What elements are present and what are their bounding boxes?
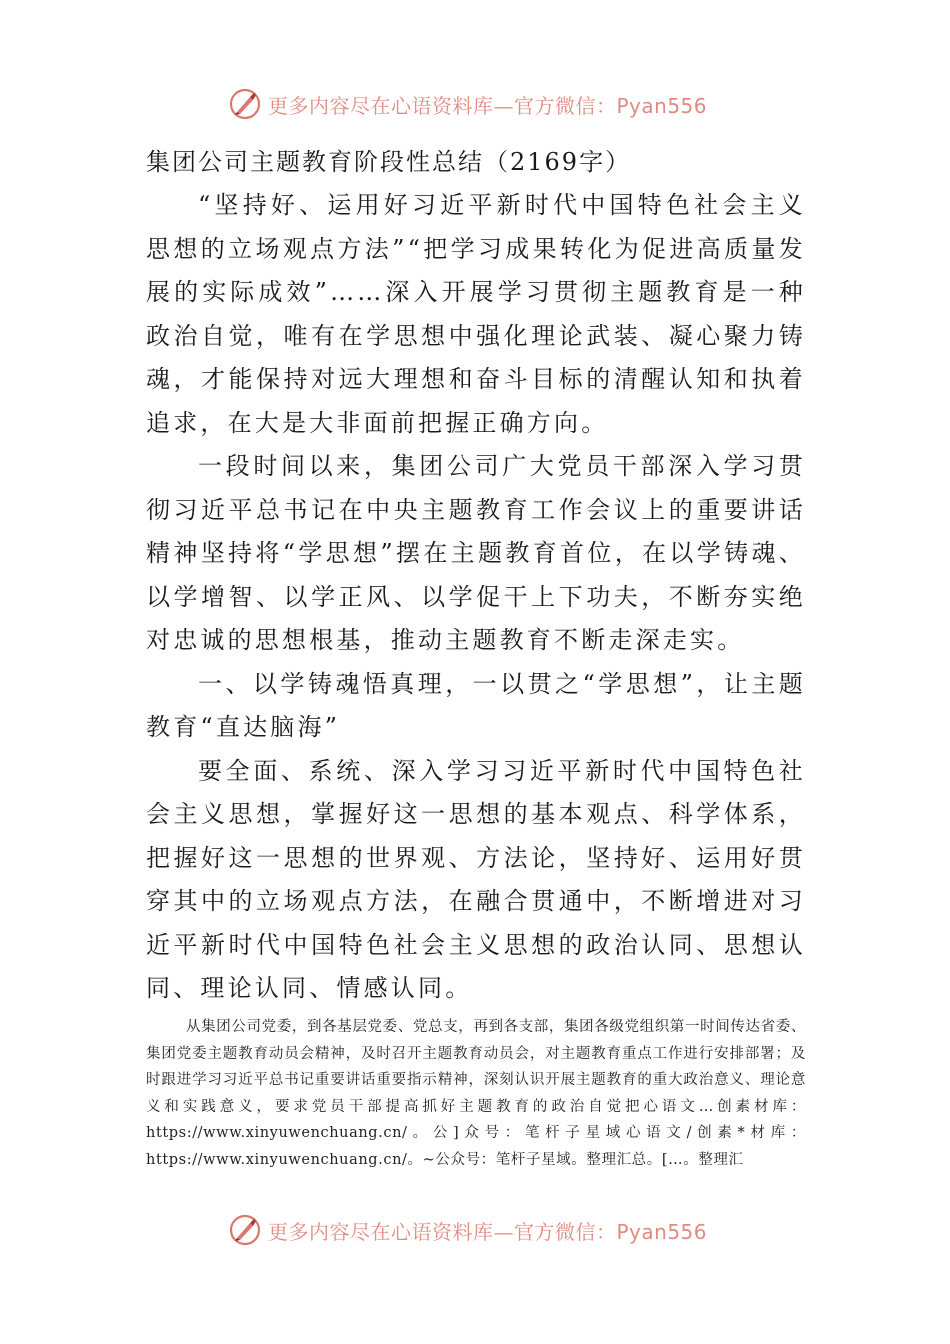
section-heading-1: 一、以学铸魂悟真理，一以贯之“学思想”，让主题教育“直达脑海” — [146, 669, 806, 741]
header-watermark-cn: 更多内容尽在心语资料库—官方微信： — [268, 93, 617, 118]
footer-watermark-banner — [228, 1210, 748, 1250]
footer-watermark-text — [268, 1216, 707, 1245]
paragraph-3: 要全面、系统、深入学习习近平新时代中国特色社会主义思想，掌握好这一思想的基本观点、科学体系，把握好这一思想的世界观、方法论，坚持好、运用好贯穿其中的立场观点方法，在融合贯通中，不断增进对习近平新时代中国特色社会主义思想的政治认同、思想认同、理论认同、情感认同。 — [146, 756, 806, 1002]
document-body — [146, 140, 806, 1011]
paragraph-1: “坚持好、运用好习近平新时代中国特色社会主义思想的立场观点方法”“把学习成果转化为促进高质量发展的实际成效”……深入开展学习贯彻主题教育是一种政治自觉，唯有在学思想中强化理论武装、凝心聚力铸魂，才能保持对远大理想和奋斗目标的清醒认知和执着追求，在大是大非面前把握正确方向。 — [146, 191, 806, 437]
paragraph-2: 一段时间以来，集团公司广大党员干部深入学习贯彻习近平总书记在中央主题教育工作会议上的重要讲话精神坚持将“学思想”摆在主题教育首位，在以学铸魂、以学增智、以学正风、以学促干上下功夫，不断夯实绝对忠诚的思想根基，推动主题教育不断走深走实。 — [146, 452, 806, 654]
pen-logo-icon — [228, 1213, 262, 1247]
pen-logo-icon — [228, 87, 262, 121]
small-print-paragraph: 从集团公司党委，到各基层党委、党总支，再到各支部，集团各级党组织第一时间传达省委、集团党委主题教育动员会精神，及时召开主题教育动员会，对主题教育重点工作进行安排部署；及时跟进学习习近平总书记重要讲话重要指示精神，深刻认识开展主题教育的重大政治意义、理论意义和实践意义，要求党员干部提高抓好主题教育的政治自觉把心语文…创素材库：https://www.xinyuwenchuang.cn/。公]众号：笔杆子星域心语文/创素*材库：https://www.xinyuwenchuang.cn/。~公众号：笔杆子星域。整理汇总。[…。整理汇 — [146, 1019, 806, 1168]
header-watermark-banner — [228, 84, 748, 124]
header-watermark-id: Pyan556 — [616, 93, 708, 118]
header-watermark-text — [268, 90, 707, 119]
footer-watermark-id: Pyan556 — [616, 1219, 708, 1244]
footer-watermark-cn: 更多内容尽在心语资料库—官方微信： — [268, 1219, 617, 1244]
document-title: 集团公司主题教育阶段性总结（2169字） — [146, 148, 632, 176]
